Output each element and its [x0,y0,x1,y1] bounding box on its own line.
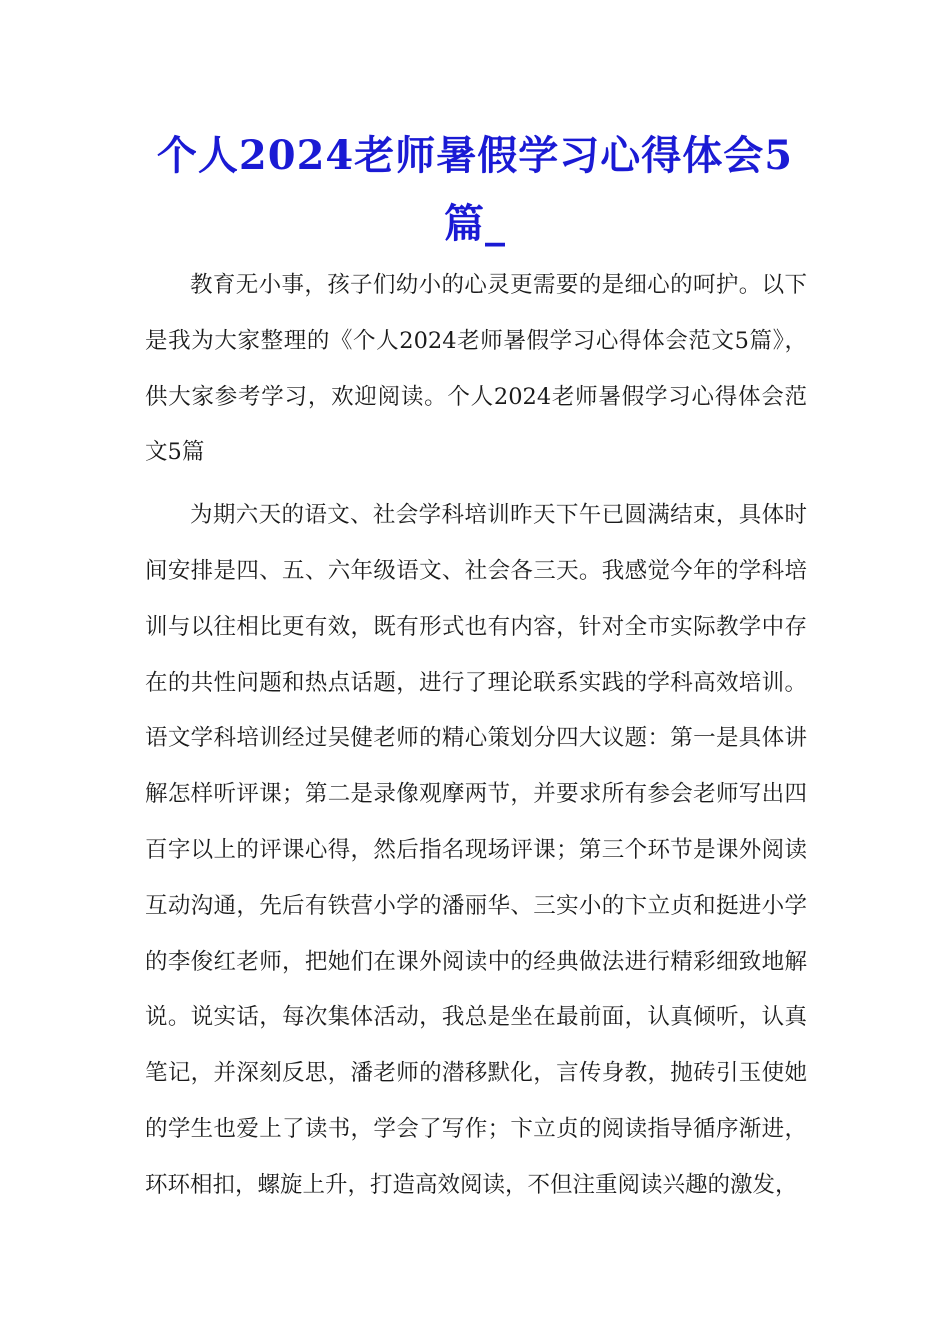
paragraph-training: 为期六天的语文、社会学科培训昨天下午已圆满结束，具体时间安排是四、五、六年级语文、社会各三天。我感觉今年的学科培训与以往相比更有效，既有形式也有内容，针对全市实际教学中存在的共性问题和热点话题，进行了理论联系实践的学科高效培训。语文学科培训经过吴健老师的精心策划分四大议题：第一是具体讲解怎样听评课；第二是录像观摩两节，并要求所有参会老师写出四百字以上的评课心得，然后指名现场评课；第三个环节是课外阅读互动沟通，先后有铁营小学的潘丽华、三实小的卞立贞和挺进小学的李俊红老师，把她们在课外阅读中的经典做法进行精彩细致地解说。说实话，每次集体活动，我总是坐在最前面，认真倾听，认真笔记，并深刻反思，潘老师的潜移默化，言传身教，抛砖引玉使她的学生也爱上了读书，学会了写作；卞立贞的阅读指导循序渐进，环环相扣，螺旋上升，打造高效阅读，不但注重阅读兴趣的激发， [145,502,807,1198]
document-body [145,258,807,1221]
document-title: 个人2024老师暑假学习心得体会5篇_ [156,132,794,247]
paragraph-intro: 教育无小事，孩子们幼小的心灵更需要的是细心的呵护。以下是我为大家整理的《个人2024老师暑假学习心得体会范文5篇》，供大家参考学习，欢迎阅读。个人2024老师暑假学习心得体会范文5篇 [145,272,807,466]
